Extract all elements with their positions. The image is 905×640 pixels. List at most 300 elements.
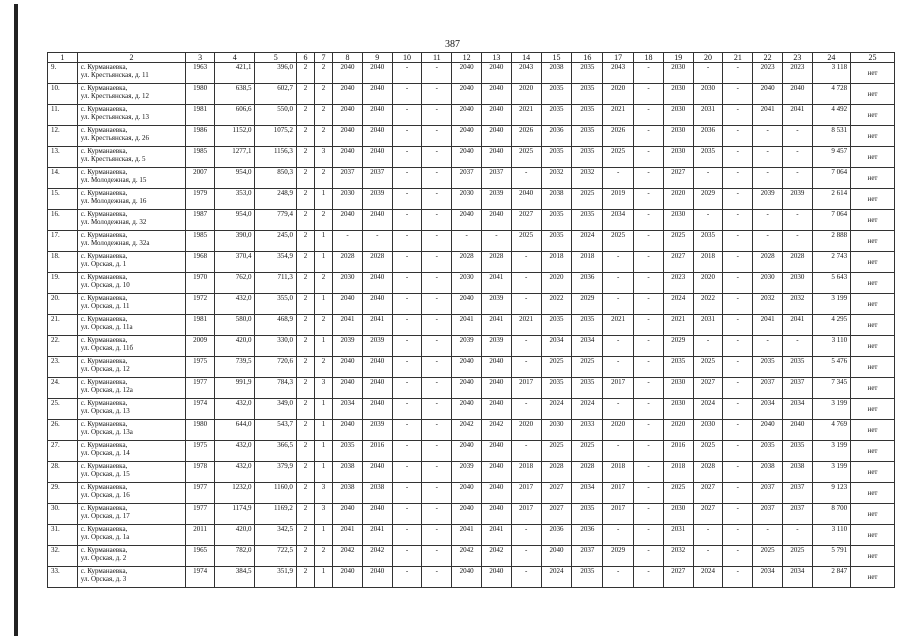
data-cell: - [723, 546, 753, 567]
data-cell: 2037 [452, 168, 482, 189]
data-cell: 1972 [186, 294, 215, 315]
data-cell: 2030 [663, 504, 693, 525]
data-cell: - [422, 252, 452, 273]
data-cell: 1 [315, 441, 333, 462]
data-cell: 2040 [452, 210, 482, 231]
data-cell: 2 [296, 336, 314, 357]
data-cell: 2042 [362, 546, 392, 567]
data-cell: 468,9 [255, 315, 296, 336]
data-cell: 1156,3 [255, 147, 296, 168]
data-cell: 2040 [482, 357, 512, 378]
data-cell: - [634, 273, 664, 294]
table-row [48, 294, 895, 315]
data-cell: 1974 [186, 399, 215, 420]
data-cell: 1986 [186, 126, 215, 147]
data-cell: 2040 [362, 147, 392, 168]
data-cell: нет [851, 399, 895, 420]
data-cell: 2041 [753, 105, 783, 126]
data-cell: 2 [296, 126, 314, 147]
data-cell: 2 [296, 420, 314, 441]
data-cell: 2 [296, 462, 314, 483]
data-cell: 2039 [452, 336, 482, 357]
data-cell: 5 476 [812, 357, 850, 378]
data-cell: 2 [296, 315, 314, 336]
address-settlement: с. Курманаевка, [80, 357, 128, 365]
column-header: 19 [663, 53, 693, 63]
data-cell: 2 [296, 273, 314, 294]
data-cell: 638,5 [215, 84, 255, 105]
data-cell: 2040 [452, 504, 482, 525]
data-cell: 2025 [603, 147, 634, 168]
data-cell: 9 457 [812, 147, 850, 168]
data-cell: 4 492 [812, 105, 850, 126]
data-cell: - [392, 210, 422, 231]
data-cell: 2037 [753, 378, 783, 399]
address-cell [77, 462, 186, 483]
data-cell: - [392, 168, 422, 189]
data-cell: 2038 [753, 462, 783, 483]
address-cell [77, 63, 186, 84]
data-cell: 245,0 [255, 231, 296, 252]
data-cell: 2039 [482, 294, 512, 315]
row-number: 13. [48, 147, 78, 168]
data-cell: 1 [315, 231, 333, 252]
address-street: ул. Орская, д. 12 [80, 365, 130, 373]
data-cell: 2034 [572, 336, 603, 357]
column-header: 10 [392, 53, 422, 63]
data-cell: 2040 [362, 294, 392, 315]
data-cell: 1968 [186, 252, 215, 273]
data-cell: - [511, 357, 541, 378]
data-cell: 1970 [186, 273, 215, 294]
table-row [48, 84, 895, 105]
data-cell: - [392, 126, 422, 147]
data-cell: - [634, 483, 664, 504]
address-street: ул. Орская, д. 1а [80, 533, 130, 541]
row-number: 11. [48, 105, 78, 126]
data-cell: 354,9 [255, 252, 296, 273]
data-cell: 2040 [482, 441, 512, 462]
address-cell [77, 336, 186, 357]
row-number: 15. [48, 189, 78, 210]
data-cell: 2040 [482, 147, 512, 168]
data-cell: 2040 [333, 420, 363, 441]
data-cell: 2037 [572, 546, 603, 567]
data-cell: 2040 [362, 462, 392, 483]
data-cell: - [693, 336, 723, 357]
data-cell: - [603, 567, 634, 588]
data-cell: 2043 [511, 63, 541, 84]
address-cell [77, 84, 186, 105]
data-cell: 2035 [572, 315, 603, 336]
address-street: ул. Орская, д. 15 [80, 470, 130, 478]
data-cell: - [511, 399, 541, 420]
row-number: 18. [48, 252, 78, 273]
data-cell: нет [851, 462, 895, 483]
data-cell: 2019 [603, 189, 634, 210]
data-cell: - [753, 210, 783, 231]
data-cell: 550,0 [255, 105, 296, 126]
data-cell: 779,4 [255, 210, 296, 231]
data-cell: 2 847 [812, 567, 850, 588]
data-cell: 782,0 [215, 546, 255, 567]
data-cell: нет [851, 315, 895, 336]
data-cell: - [723, 63, 753, 84]
data-cell: 2023 [663, 273, 693, 294]
data-cell: 2030 [541, 420, 572, 441]
address-street: ул. Орская, д. 16 [80, 491, 130, 499]
address-settlement: с. Курманаевка, [80, 210, 128, 218]
data-cell: 2035 [572, 210, 603, 231]
row-number: 29. [48, 483, 78, 504]
data-cell: 2035 [572, 147, 603, 168]
data-cell: 5 791 [812, 546, 850, 567]
address-street: ул. Орская, д. 11 [80, 302, 130, 310]
address-settlement: с. Курманаевка, [80, 462, 128, 470]
data-cell: - [392, 441, 422, 462]
data-cell: 784,3 [255, 378, 296, 399]
address-cell [77, 357, 186, 378]
data-cell: 2 [315, 126, 333, 147]
data-cell: - [783, 147, 813, 168]
data-cell: - [634, 336, 664, 357]
data-cell: - [422, 357, 452, 378]
data-cell: - [392, 63, 422, 84]
column-header: 17 [603, 53, 634, 63]
data-cell: - [511, 546, 541, 567]
data-cell: 2 [296, 84, 314, 105]
data-cell: 2024 [541, 567, 572, 588]
table-row [48, 357, 895, 378]
data-cell: 2028 [541, 462, 572, 483]
data-cell: - [723, 399, 753, 420]
data-cell: 5 643 [812, 273, 850, 294]
data-cell: - [392, 105, 422, 126]
address-settlement: с. Курманаевка, [80, 483, 128, 491]
data-cell: 2040 [362, 357, 392, 378]
table-row [48, 189, 895, 210]
data-cell: 1975 [186, 357, 215, 378]
data-cell: 7 064 [812, 168, 850, 189]
data-cell: 2035 [572, 567, 603, 588]
data-cell: 2027 [693, 504, 723, 525]
data-cell: 2025 [663, 483, 693, 504]
address-street: ул. Крестьянская, д. 12 [80, 92, 150, 100]
data-cell: 1975 [186, 441, 215, 462]
data-cell: - [723, 420, 753, 441]
data-cell: 2040 [333, 63, 363, 84]
data-cell: 2041 [362, 525, 392, 546]
data-cell: - [723, 210, 753, 231]
data-cell: 2040 [362, 399, 392, 420]
table-row [48, 147, 895, 168]
column-header: 2 [77, 53, 186, 63]
data-cell: - [422, 84, 452, 105]
data-cell: 3 199 [812, 441, 850, 462]
data-cell: 1980 [186, 420, 215, 441]
data-cell: 379,9 [255, 462, 296, 483]
data-cell: 2017 [603, 378, 634, 399]
data-cell: - [723, 231, 753, 252]
data-cell: нет [851, 483, 895, 504]
address-settlement: с. Курманаевка, [80, 504, 128, 512]
data-cell: 2033 [572, 420, 603, 441]
data-cell: 2040 [783, 84, 813, 105]
data-cell: 2020 [603, 84, 634, 105]
data-cell: 2 [296, 504, 314, 525]
address-cell [77, 273, 186, 294]
data-cell: - [634, 189, 664, 210]
row-number: 33. [48, 567, 78, 588]
data-cell: 330,0 [255, 336, 296, 357]
data-cell: 2 [296, 189, 314, 210]
data-cell: 2025 [603, 231, 634, 252]
data-cell: 1979 [186, 189, 215, 210]
data-cell: 2025 [572, 357, 603, 378]
data-cell: 2025 [541, 357, 572, 378]
data-cell: нет [851, 378, 895, 399]
data-cell: - [422, 273, 452, 294]
data-cell: 2028 [572, 462, 603, 483]
data-cell: 2035 [753, 441, 783, 462]
data-cell: 2040 [452, 357, 482, 378]
data-cell: 2041 [482, 273, 512, 294]
address-settlement: с. Курманаевка, [80, 126, 128, 134]
data-cell: 3 [315, 504, 333, 525]
data-cell: - [723, 378, 753, 399]
data-cell: 2040 [452, 147, 482, 168]
data-cell: 2024 [541, 399, 572, 420]
data-cell: 2036 [541, 525, 572, 546]
data-cell: 2041 [452, 525, 482, 546]
data-cell: 720,6 [255, 357, 296, 378]
data-cell: 8 531 [812, 126, 850, 147]
column-header: 21 [723, 53, 753, 63]
data-cell: 2040 [541, 546, 572, 567]
data-cell: 1977 [186, 378, 215, 399]
data-cell: - [422, 63, 452, 84]
data-cell: 602,7 [255, 84, 296, 105]
data-cell: 2040 [333, 378, 363, 399]
data-cell: - [723, 462, 753, 483]
data-cell: 3 199 [812, 399, 850, 420]
column-header: 18 [634, 53, 664, 63]
data-cell: 1152,0 [215, 126, 255, 147]
data-cell: 2024 [693, 399, 723, 420]
row-number: 9. [48, 63, 78, 84]
data-cell: 2030 [783, 273, 813, 294]
data-cell: 2035 [753, 357, 783, 378]
table-row [48, 210, 895, 231]
data-cell: 2025 [541, 441, 572, 462]
data-cell: 2028 [783, 252, 813, 273]
data-cell: - [723, 315, 753, 336]
data-cell: 762,0 [215, 273, 255, 294]
table-row [48, 126, 895, 147]
data-cell: 384,5 [215, 567, 255, 588]
data-cell: 2020 [663, 189, 693, 210]
address-cell [77, 483, 186, 504]
data-cell: 2042 [482, 420, 512, 441]
address-cell [77, 546, 186, 567]
data-cell: - [392, 294, 422, 315]
data-cell: 2025 [783, 546, 813, 567]
row-number: 32. [48, 546, 78, 567]
data-cell: 2 [315, 315, 333, 336]
data-cell: нет [851, 63, 895, 84]
data-cell: 2040 [362, 126, 392, 147]
data-cell: 2 [296, 378, 314, 399]
data-cell: 2 [315, 63, 333, 84]
data-cell: 1174,9 [215, 504, 255, 525]
address-street: ул. Крестьянская, д. 5 [80, 155, 146, 163]
address-street: ул. Крестьянская, д. 11 [80, 71, 149, 79]
data-cell: 2039 [362, 189, 392, 210]
data-cell: 2035 [663, 357, 693, 378]
address-settlement: с. Курманаевка, [80, 567, 128, 575]
data-cell: 2039 [482, 336, 512, 357]
data-cell: - [392, 273, 422, 294]
data-cell: 2020 [511, 84, 541, 105]
data-cell: 2034 [541, 336, 572, 357]
data-cell: 2040 [362, 105, 392, 126]
data-cell: 2028 [452, 252, 482, 273]
data-cell: 2041 [783, 105, 813, 126]
column-header: 4 [215, 53, 255, 63]
data-cell: 2027 [541, 483, 572, 504]
data-cell: 2025 [753, 546, 783, 567]
address-settlement: с. Курманаевка, [80, 231, 128, 239]
data-cell: - [753, 336, 783, 357]
column-header: 25 [851, 53, 895, 63]
data-cell: 2 [315, 105, 333, 126]
data-cell: 2029 [572, 294, 603, 315]
data-cell: 2025 [693, 441, 723, 462]
data-cell: 2039 [333, 336, 363, 357]
data-cell: - [392, 546, 422, 567]
data-cell: 2021 [603, 315, 634, 336]
address-street: ул. Молодежная, д. 32 [80, 218, 147, 226]
data-cell: - [723, 189, 753, 210]
address-settlement: с. Курманаевка, [80, 546, 128, 554]
data-cell: 2020 [663, 420, 693, 441]
data-cell: 2 [296, 399, 314, 420]
data-cell: 1277,1 [215, 147, 255, 168]
data-cell: 2 [296, 105, 314, 126]
data-cell: 1169,2 [255, 504, 296, 525]
data-cell: 2 [296, 525, 314, 546]
data-cell: - [634, 147, 664, 168]
data-cell: 2018 [693, 252, 723, 273]
data-cell: 1 [315, 294, 333, 315]
data-cell: - [362, 231, 392, 252]
data-cell: 2040 [482, 105, 512, 126]
data-cell: - [603, 273, 634, 294]
data-cell: 2042 [452, 546, 482, 567]
data-cell: 1232,0 [215, 483, 255, 504]
data-cell: 2036 [541, 126, 572, 147]
housing-table [47, 52, 895, 588]
row-number: 27. [48, 441, 78, 462]
address-cell [77, 315, 186, 336]
data-cell: 2018 [663, 462, 693, 483]
data-cell: - [693, 168, 723, 189]
data-cell: 2038 [362, 483, 392, 504]
data-cell: 2035 [541, 147, 572, 168]
row-number: 31. [48, 525, 78, 546]
address-settlement: с. Курманаевка, [80, 399, 128, 407]
data-cell: 349,0 [255, 399, 296, 420]
data-cell: 2040 [452, 105, 482, 126]
address-settlement: с. Курманаевка, [80, 420, 128, 428]
data-cell: 2035 [783, 357, 813, 378]
data-cell: 2030 [333, 273, 363, 294]
data-cell: 2 888 [812, 231, 850, 252]
data-cell: 2042 [482, 546, 512, 567]
data-cell: нет [851, 357, 895, 378]
data-cell: 2042 [452, 420, 482, 441]
data-cell: 2039 [362, 336, 392, 357]
data-cell: нет [851, 210, 895, 231]
address-settlement: с. Курманаевка, [80, 336, 128, 344]
data-cell: 2025 [511, 147, 541, 168]
data-cell: - [422, 189, 452, 210]
data-cell: 1980 [186, 84, 215, 105]
address-cell [77, 378, 186, 399]
data-cell: - [723, 336, 753, 357]
data-cell: 2 [296, 546, 314, 567]
column-header: 14 [511, 53, 541, 63]
address-street: ул. Орская, д. 17 [80, 512, 130, 520]
data-cell: 2 [296, 210, 314, 231]
data-cell: - [392, 567, 422, 588]
data-cell: нет [851, 294, 895, 315]
data-cell: - [634, 357, 664, 378]
data-cell: - [634, 210, 664, 231]
data-cell: - [392, 315, 422, 336]
column-header: 3 [186, 53, 215, 63]
data-cell: 2028 [693, 462, 723, 483]
data-cell: 2017 [511, 378, 541, 399]
data-cell: 2034 [753, 567, 783, 588]
data-cell: 2030 [663, 126, 693, 147]
data-cell: 2035 [783, 441, 813, 462]
address-cell [77, 210, 186, 231]
address-street: ул. Орская, д. 13а [80, 428, 133, 436]
data-cell: 2037 [783, 504, 813, 525]
data-cell: 2016 [362, 441, 392, 462]
data-cell: - [392, 357, 422, 378]
data-cell: 420,0 [215, 336, 255, 357]
data-cell: 2040 [452, 63, 482, 84]
data-cell: 2 [315, 546, 333, 567]
data-cell: 1985 [186, 147, 215, 168]
data-cell: 2030 [663, 399, 693, 420]
data-cell: 2040 [511, 189, 541, 210]
data-cell: - [422, 378, 452, 399]
data-cell: 1987 [186, 210, 215, 231]
table-row [48, 168, 895, 189]
data-cell: 2040 [482, 126, 512, 147]
data-cell: 2030 [452, 189, 482, 210]
data-cell: - [723, 525, 753, 546]
data-cell: 2027 [663, 567, 693, 588]
data-cell: 1985 [186, 231, 215, 252]
data-cell: 2 [315, 357, 333, 378]
address-street: ул. Орская, д. 12а [80, 386, 133, 394]
data-cell: - [723, 441, 753, 462]
data-cell: 2040 [482, 462, 512, 483]
